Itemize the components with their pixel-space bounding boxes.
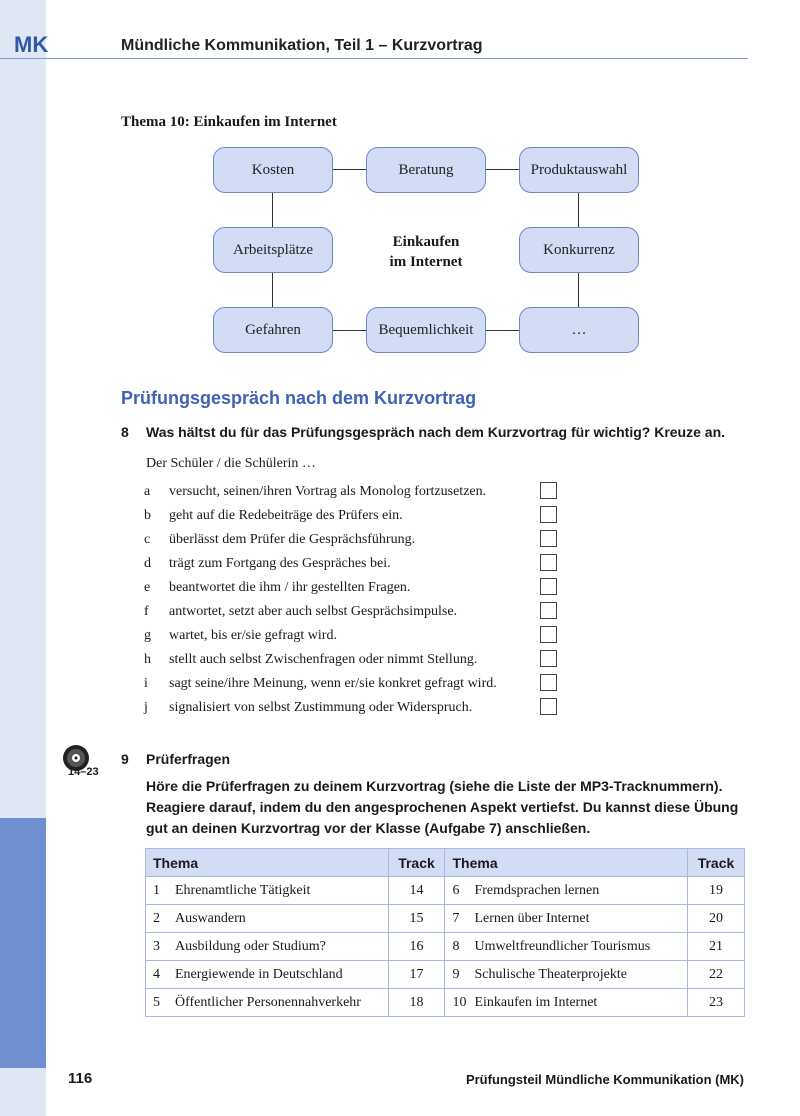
connector-kosten-beratung [333,169,366,170]
item-letter: g [144,628,151,643]
topic-number: 10 [452,994,467,1010]
page-number: 116 [68,1070,93,1087]
item-letter: a [144,484,151,499]
topic-number: 3 [153,938,160,954]
checkbox[interactable] [540,674,557,691]
checkbox[interactable] [540,602,557,619]
checklist-item [144,532,564,552]
column-header-thema: Thema [146,849,389,877]
checklist-item [144,700,564,720]
node-konkurrenz: Konkurrenz [519,227,639,273]
page-footer: Prüfungsteil Mündliche Kommunikation (MK) [465,1072,744,1087]
node-gefahren: Gefahren [213,307,333,353]
checklist-item [144,676,564,696]
item-text: beantwortet die ihm / ihr gestellten Fragen. [169,580,411,595]
task-8-question: Was hältst du für das Prüfungsgespräch nach dem Kurzvortrag für wichtig? Kreuze an. [146,424,726,440]
table-header-row [146,849,745,877]
header-divider [0,58,748,59]
item-text: trägt zum Fortgang des Gespräches bei. [169,556,391,571]
item-text: versucht, seinen/ihren Vortrag als Monolog fortzusetzen. [169,484,487,499]
topic-number: 1 [153,882,160,898]
checklist-item [144,580,564,600]
topic-name: Energiewende in Deutschland [175,966,343,982]
center-label-line1: Einkaufen [392,234,460,250]
page-header-title: Mündliche Kommunikation, Teil 1 – Kurzvortrag [121,37,483,54]
checkbox[interactable] [540,626,557,643]
topic-cell [445,905,688,933]
topic-number: 8 [452,938,460,954]
connector-arbeitsplaetze-gefahren [272,273,273,307]
checklist-item [144,508,564,528]
connector-beratung-produktauswahl [486,169,519,170]
connector-bequemlichkeit-ellipsis [486,330,519,331]
checkbox[interactable] [540,578,557,595]
connector-kosten-arbeitsplaetze [272,193,273,227]
item-letter: e [144,580,151,595]
track-table [145,848,745,1017]
topic-number: 2 [153,910,160,926]
checkbox[interactable] [540,554,557,571]
topic-cell [445,961,688,989]
connector-gefahren-bequemlichkeit [333,330,366,331]
topic-cell [146,961,389,989]
connector-produktauswahl-konkurrenz [578,193,579,227]
topic-name: Ausbildung oder Studium? [175,938,326,954]
node-ellipsis: … [519,307,639,353]
table-row [146,933,745,961]
sidebar-tab [0,818,46,1068]
table-row [146,989,745,1017]
topic-number: 9 [452,966,460,982]
task-9-title: Prüferfragen [146,751,231,767]
topic-number: 7 [452,910,460,926]
topic-cell [146,989,389,1017]
node-arbeitsplaetze: Arbeitsplätze [213,227,333,273]
item-letter: j [144,700,148,715]
track-cell: 14 [388,877,445,905]
item-letter: i [144,676,148,691]
column-header-track: Track [388,849,445,877]
topic-name: Einkaufen im Internet [474,994,598,1010]
topic-name: Lernen über Internet [474,910,590,926]
item-text: geht auf die Redebeiträge des Prüfers ein. [169,508,403,523]
column-header-track: Track [688,849,745,877]
checkbox[interactable] [540,506,557,523]
track-cell: 22 [688,961,745,989]
topic-cell [445,933,688,961]
checkbox[interactable] [540,650,557,667]
item-letter: f [144,604,149,619]
topic-name: Ehrenamtliche Tätigkeit [175,882,311,898]
node-bequemlichkeit: Bequemlichkeit [366,307,486,353]
track-cell: 15 [388,905,445,933]
item-letter: b [144,508,151,523]
topic-name: Schulische Theaterprojekte [474,966,628,982]
connector-konkurrenz-ellipsis [578,273,579,307]
thema-title: Thema 10: Einkaufen im Internet [121,114,337,130]
checkbox[interactable] [540,698,557,715]
item-letter: c [144,532,151,547]
item-text: signalisiert von selbst Zustimmung oder Widerspruch. [169,700,473,715]
item-text: überlässt dem Prüfer die Gesprächsführung. [169,532,416,547]
section-code: MK [14,32,49,57]
node-kosten: Kosten [213,147,333,193]
track-cell: 18 [388,989,445,1017]
topic-cell [146,877,389,905]
track-cell: 16 [388,933,445,961]
table-row [146,905,745,933]
node-produktauswahl: Produktauswahl [519,147,639,193]
checklist-item [144,484,564,504]
checkbox[interactable] [540,482,557,499]
topic-cell [146,933,389,961]
checkbox[interactable] [540,530,557,547]
checklist-item [144,628,564,648]
topic-cell [445,877,688,905]
task-8-intro: Der Schüler / die Schülerin … [146,456,316,471]
column-header-thema: Thema [445,849,688,877]
topic-number: 4 [153,966,160,982]
topic-cell [445,989,688,1017]
item-text: stellt auch selbst Zwischenfragen oder nimmt Stellung. [169,652,478,667]
task-9-number: 9 [121,751,129,767]
item-text: wartet, bis er/sie gefragt wird. [169,628,337,643]
track-cell: 17 [388,961,445,989]
topic-name: Fremdsprachen lernen [474,882,600,898]
topic-name: Umweltfreundlicher Tourismus [474,938,651,954]
diagram-center-label [370,232,482,272]
task-9-instruction: Höre die Prüferfragen zu deinem Kurzvortrag (siehe die Liste der MP3-Tracknummern). Reagiere darauf, indem du den angesprochenen Aspekt vertiefst. Du kannst diese Übung gut an deinen Kurzvortrag vor der Klasse (Aufgabe 7) anschließen. [146,778,739,836]
item-text: sagt seine/ihre Meinung, wenn er/sie konkret gefragt wird. [169,676,497,691]
topic-number: 5 [153,994,160,1010]
item-letter: d [144,556,151,571]
task-8-number: 8 [121,424,129,440]
checklist-item [144,556,564,576]
checklist-item [144,604,564,624]
track-cell: 20 [688,905,745,933]
table-row [146,877,745,905]
section-title: Prüfungsgespräch nach dem Kurzvortrag [121,388,477,408]
track-cell: 21 [688,933,745,961]
cd-track-range: 14–23 [68,766,99,778]
node-beratung: Beratung [366,147,486,193]
topic-cell [146,905,389,933]
checklist-item [144,652,564,672]
item-letter: h [144,652,151,667]
topic-name: Auswandern [175,910,246,926]
item-text: antwortet, setzt aber auch selbst Gesprächsimpulse. [169,604,458,619]
center-label-line2: im Internet [389,254,463,270]
topic-name: Öffentlicher Personennahverkehr [175,994,361,1010]
track-cell: 19 [688,877,745,905]
track-cell: 23 [688,989,745,1017]
table-row [146,961,745,989]
topic-number: 6 [452,882,460,898]
